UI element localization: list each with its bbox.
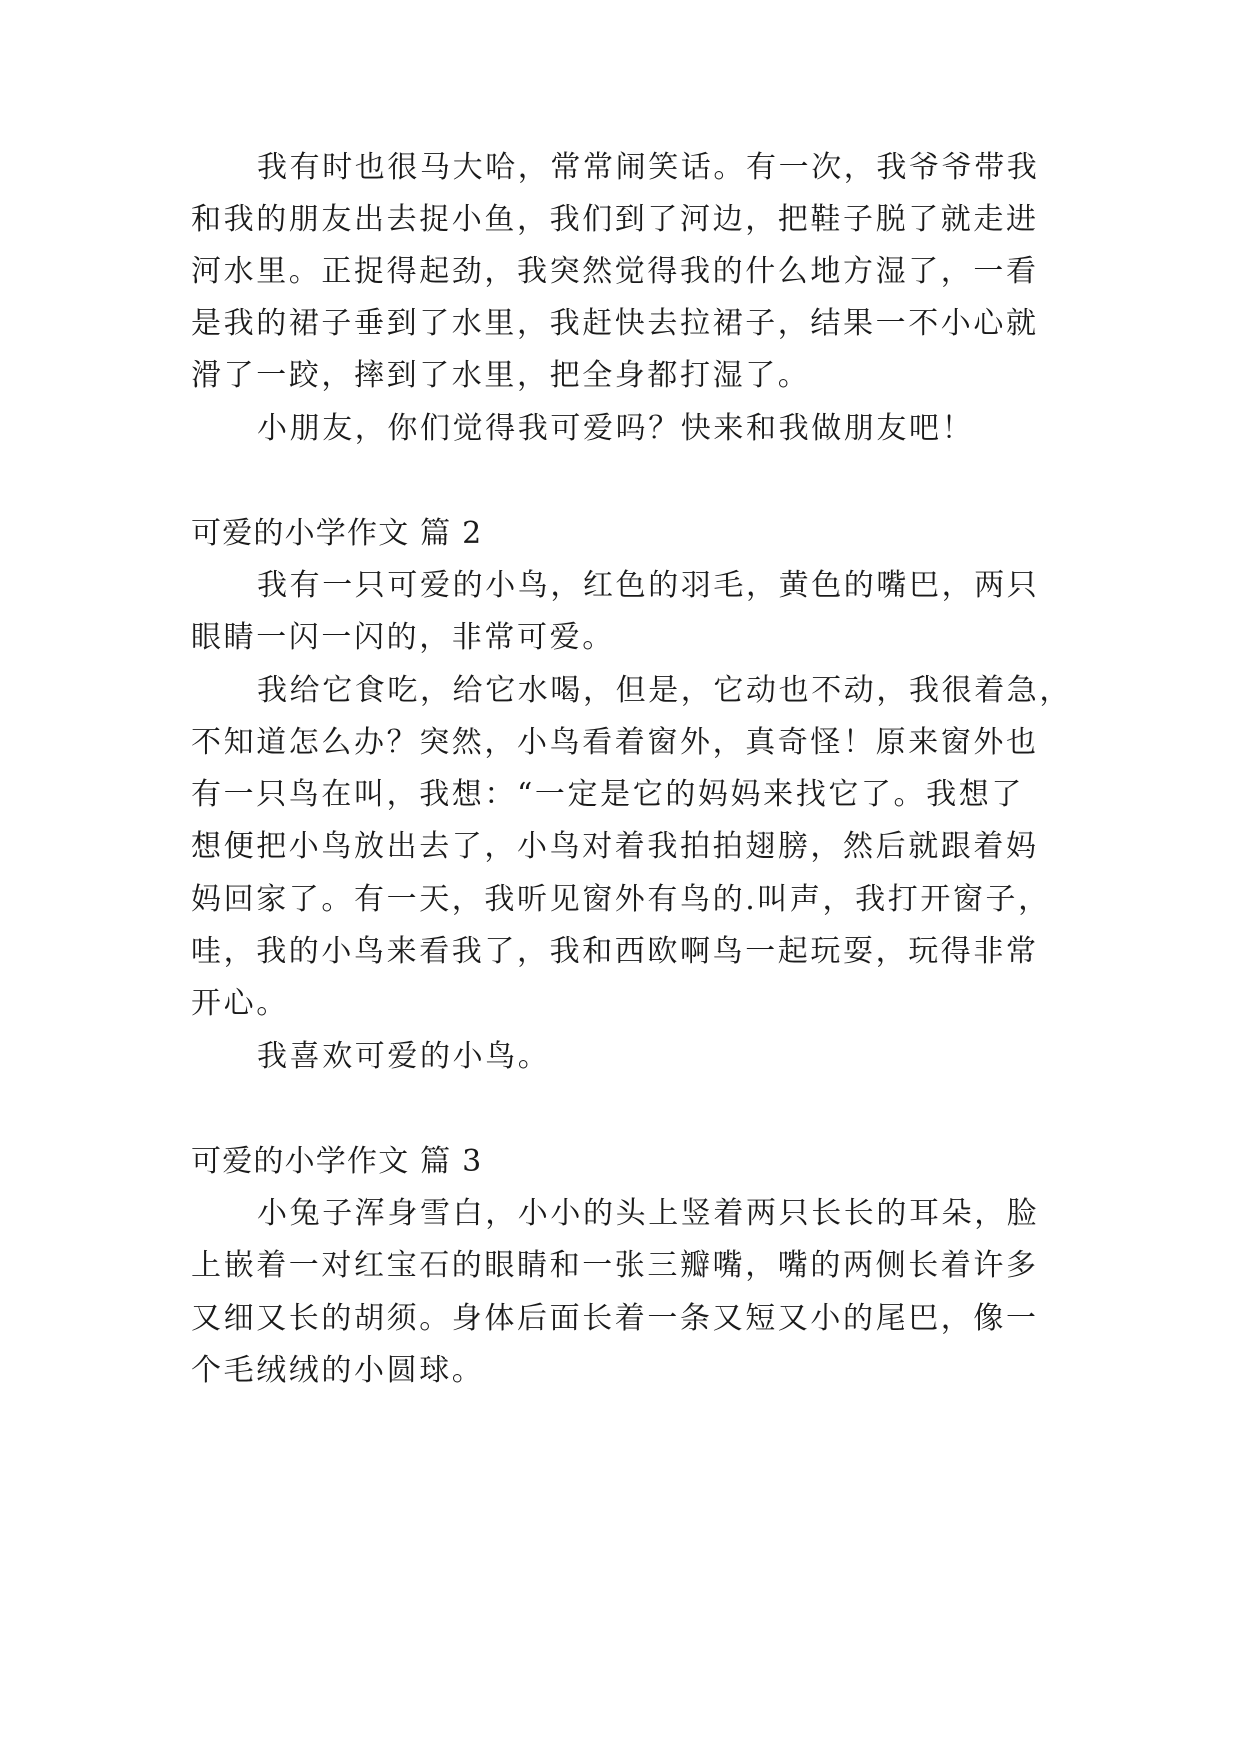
paragraph-line: 个毛绒绒的小圆球。 <box>191 1353 485 1388</box>
paragraph-line: 小兔子浑身雪白，小小的头上竖着两只长长的耳朵，脸 <box>257 1196 1040 1231</box>
paragraph-line: 河水里。正捉得起劲，我突然觉得我的什么地方湿了，一看 <box>191 254 1039 289</box>
paragraph-line: 不知道怎么办？突然，小鸟看着窗外，真奇怪！原来窗外也 <box>191 725 1039 760</box>
paragraph-line: 小朋友，你们觉得我可爱吗？快来和我做朋友吧！ <box>257 411 975 446</box>
paragraph-line: 我给它食吃，给它水喝，但是，它动也不动，我很着急， <box>257 673 1072 708</box>
paragraph-line: 哇，我的小鸟来看我了，我和西欧啊鸟一起玩耍，玩得非常 <box>191 934 1039 969</box>
paragraph-line: 妈回家了。有一天，我听见窗外有鸟的.叫声，我打开窗子， <box>191 882 1051 917</box>
paragraph-line: 我喜欢可爱的小鸟。 <box>257 1039 551 1074</box>
paragraph-line: 滑了一跤，摔到了水里，把全身都打湿了。 <box>191 358 811 393</box>
paragraph-line: 想便把小鸟放出去了，小鸟对着我拍拍翅膀，然后就跟着妈 <box>191 829 1039 864</box>
paragraph-line: 上嵌着一对红宝石的眼睛和一张三瓣嘴，嘴的两侧长着许多 <box>191 1248 1039 1283</box>
paragraph-line: 是我的裙子垂到了水里，我赶快去拉裙子，结果一不小心就 <box>191 306 1039 341</box>
paragraph-line: 我有一只可爱的小鸟，红色的羽毛，黄色的嘴巴，两只 <box>257 568 1040 603</box>
section-title: 可爱的小学作文 篇 2 <box>191 516 483 551</box>
paragraph-line: 我有时也很马大哈，常常闹笑话。有一次，我爷爷带我 <box>257 150 1040 185</box>
paragraph-line: 又细又长的胡须。身体后面长着一条又短又小的尾巴，像一 <box>191 1301 1039 1336</box>
paragraph-line: 开心。 <box>191 986 289 1021</box>
paragraph-line: 眼睛一闪一闪的，非常可爱。 <box>191 620 615 655</box>
paragraph-line: 有一只鸟在叫，我想：“一定是它的妈妈来找它了。我想了 <box>191 777 1024 812</box>
paragraph-line: 和我的朋友出去捉小鱼，我们到了河边，把鞋子脱了就走进 <box>191 202 1039 237</box>
section-title: 可爱的小学作文 篇 3 <box>191 1144 483 1179</box>
